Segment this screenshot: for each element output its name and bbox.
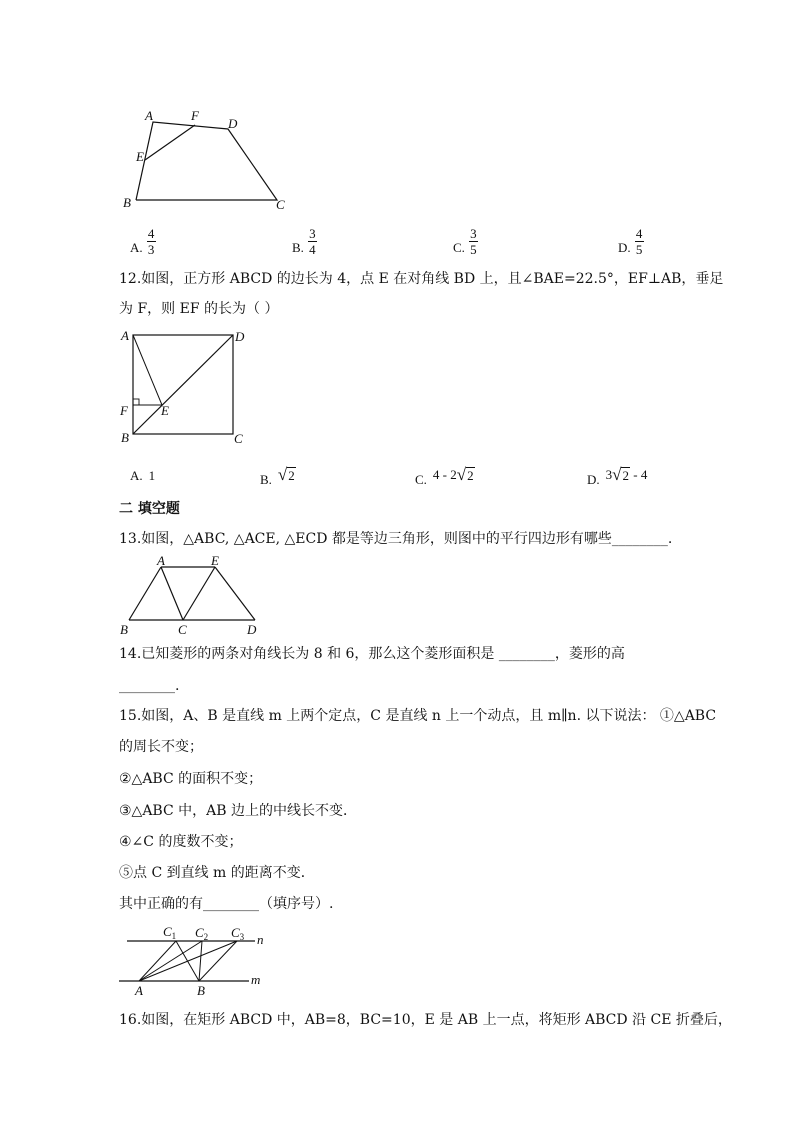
q12-option-c-radicand: 2 [467,467,474,483]
q15-label-a: A [135,983,143,998]
q12-option-b-letter: B. [260,472,272,487]
q15-label-b: B [197,983,205,998]
q11-option-b[interactable] [292,226,317,256]
q15-answer-line: 其中正确的有________（填序号）. [119,896,334,912]
q11-label-e: E [136,149,144,164]
q15-figure [115,922,275,1000]
q14-question-line2: ________. [119,678,180,694]
q15-item-2: ②△ABC 的面积不变； [119,771,263,787]
q12-option-c-letter: C. [415,472,427,487]
q11-figure [115,105,295,215]
q15-label-c2: $C_2$ [195,925,209,942]
q12-option-b[interactable]: B. √ 2 [260,465,295,487]
q15-question-line2: 的周长不变； [119,739,203,755]
q11-option-d-num: 4 [635,225,643,241]
q11-option-b-letter: B. [292,240,304,255]
q12-option-b-radicand: 2 [288,467,295,483]
q12-label-e: E [161,403,169,418]
q11-option-a-num: 4 [147,225,155,241]
q12-option-c-prefix: 4 - 2 [432,467,457,482]
q15-label-m: m [251,972,261,987]
q12-label-f: F [120,403,128,418]
q15-label-c1: $C_1$ [163,924,177,941]
q11-label-b: B [123,195,131,210]
q12-label-d: D [235,329,245,344]
q12-question-line1: 12.如图，正方形 ABCD 的边长为 4，点 E 在对角线 BD 上，且∠BAE=22.5°，EF⊥AB，垂足 [119,271,724,287]
q13-label-b: B [120,622,128,637]
q11-option-b-num: 3 [309,225,316,241]
q11-option-a-den: 3 [147,241,155,257]
q12-option-d[interactable]: D. 3 √ 2 - 4 [587,465,648,487]
q11-option-d-fraction [635,227,644,256]
q13-label-e: E [211,553,219,568]
q12-option-a-letter: A. [130,468,143,483]
q12-option-c[interactable]: C. 4 - 2 √ 2 [415,465,474,487]
q12-option-d-letter: D. [587,472,600,487]
q11-option-c-num: 3 [470,225,477,241]
q13-label-d: D [247,622,257,637]
q13-question-line1: 13.如图，△ABC, △ACE, △ECD 都是等边三角形，则图中的平行四边形有哪些________. [119,531,673,547]
q13-label-c: C [178,622,187,637]
q12-label-a: A [121,328,129,343]
q11-option-c-den: 5 [470,241,477,257]
q11-option-a-letter: A. [130,240,143,255]
q14-question-line1: 14.已知菱形的两条对角线长为 8 和 6，那么这个菱形面积是 ________，菱形的高 [119,646,625,662]
q13-label-a: A [157,553,165,568]
section-fill-in-title: 二 填空题 [119,501,180,517]
q11-label-c: C [276,197,285,212]
q15-label-c3: $C_3$ [231,925,245,942]
q12-figure [115,326,255,448]
q15-item-4: ④∠C 的度数不变； [119,834,243,850]
q12-label-b: B [121,430,129,445]
q12-question-line2: 为 F，则 EF 的长为（ ） [119,301,279,317]
q15-question-line1: 15.如图，A、B 是直线 m 上两个定点，C 是直线 n 上一个动点，且 m∥n. 以下说法： ①△ABC [119,708,717,724]
q12-option-d-radicand: 2 [622,467,629,483]
q12-option-a-value: 1 [148,468,156,483]
q15-item-3: ③△ABC 中，AB 边上的中线长不变． [119,803,357,819]
q11-option-a-fraction [147,227,156,256]
q11-option-b-fraction [308,227,317,256]
q11-option-c-fraction [469,227,478,256]
q12-option-a[interactable] [130,468,155,484]
q11-label-d: D [228,116,238,131]
q11-label-a: A [145,108,153,123]
q11-option-c[interactable] [453,226,478,256]
q11-option-d[interactable] [618,226,644,256]
q12-label-c: C [234,431,243,446]
q13-figure [115,553,265,638]
q11-option-c-letter: C. [453,240,465,255]
q11-option-d-den: 5 [635,241,643,257]
q15-item-5: ⑤点 C 到直线 m 的距离不变． [119,865,315,881]
q11-label-f: F [191,108,199,123]
q11-option-a[interactable] [130,226,156,256]
q16-question-line1: 16.如图，在矩形 ABCD 中，AB=8，BC=10，E 是 AB 上一点，将矩形 ABCD 沿 CE 折叠后， [119,1012,732,1028]
q12-option-d-prefix: 3 [605,467,613,482]
q12-option-d-suffix: - 4 [629,467,648,482]
q11-option-b-den: 4 [309,241,316,257]
q15-label-n: n [257,932,264,947]
q11-option-d-letter: D. [618,240,631,255]
